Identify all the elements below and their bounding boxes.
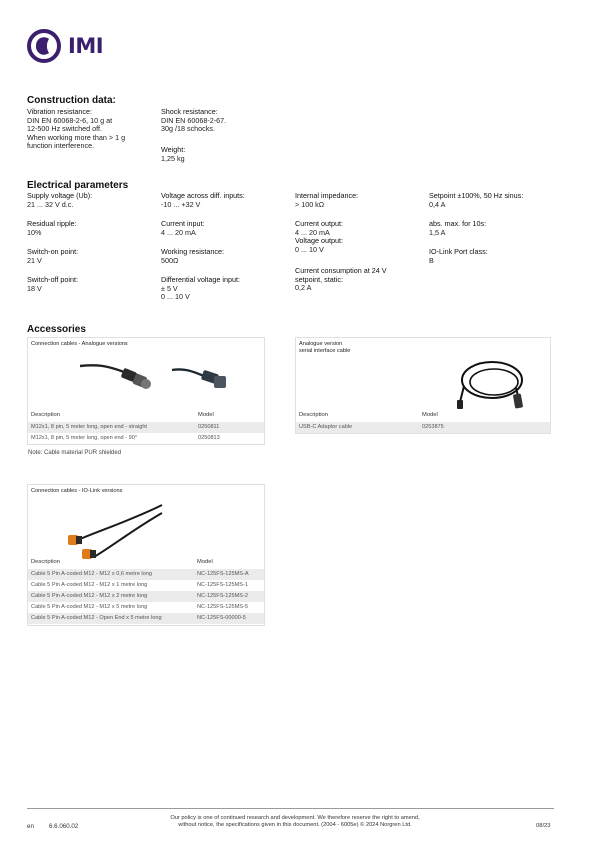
switch-off-value: 18 V (27, 283, 42, 293)
row-desc: USB-C Adaptor cable (299, 424, 353, 430)
switch-off-block (27, 276, 157, 293)
switch-on-label: Switch-on point: (27, 247, 79, 256)
shock-label: Shock resistance: (161, 107, 218, 116)
iolink-panel-title: Connection cables - IO-Link versions (31, 488, 123, 494)
voltage-diff-label: Voltage across diff. inputs: (161, 191, 245, 200)
vibration-line: function interference. (27, 141, 95, 151)
usb-panel-title: Analogue version (299, 341, 343, 347)
iolink-class-value: B (429, 255, 434, 265)
footer-policy-line: Our policy is one of continued research and development. We therefore reserve the right to amend, (170, 815, 420, 821)
switch-on-value: 21 V (27, 255, 42, 265)
straight-cable-image (78, 360, 158, 392)
voltage-output-value: 0 ... 10 V (295, 244, 324, 254)
consumption-block (295, 267, 425, 293)
analogue-cables-panel (27, 337, 265, 445)
supply-value: 21 ... 32 V d.c. (27, 199, 74, 209)
table-row (28, 591, 264, 602)
vibration-line: 12-500 Hz switched off. (27, 124, 102, 134)
diff-voltage-block (161, 276, 293, 302)
switch-off-label: Switch-off point: (27, 275, 79, 284)
row-desc: Cable 5 Pin A-coded M12 - M12 x 5 metre long (31, 604, 148, 610)
current-input-label: Current input: (161, 219, 205, 228)
analogue-panel-title: Connection cables - Analogue versions (31, 341, 128, 347)
row-desc: Cable 5 Pin A-coded M12 - M12 x 2 metre long (31, 593, 148, 599)
cable-material-note: Note: Cable material PUR shielded (28, 450, 122, 456)
current-input-block (161, 220, 293, 237)
footer-policy-line: without notice, the specifications given in this document. (2004 - 6005e) © 2024 Norgren Ltd. (178, 822, 412, 829)
current-input-value: 4 ... 20 mA (161, 227, 196, 237)
row-desc: Cable 5 Pin A-coded M12 - M12 x 1 metre long (31, 582, 148, 588)
row-model: 0250811 (198, 424, 220, 430)
row-model: 0253875 (422, 424, 444, 430)
voltage-output-label: Voltage output: (295, 236, 343, 246)
working-res-block (161, 248, 293, 265)
row-model: NC-125FS-00000-5 (197, 615, 246, 621)
vibration-block (27, 108, 157, 151)
impedance-label: Internal impedance: (295, 191, 359, 200)
working-res-value: 500Ω (161, 255, 179, 265)
row-model: 0250813 (198, 435, 220, 441)
iolink-class-label: IO-Link Port class: (429, 247, 488, 256)
imi-logo-mark-icon (27, 29, 63, 63)
absmax-block (429, 220, 569, 237)
accessories-heading: Accessories (27, 324, 86, 335)
iolink-col-model: Model (197, 559, 213, 565)
row-model: NC-125FS-125MS-5 (197, 604, 248, 610)
table-row (28, 433, 264, 444)
angled-cable-image (170, 364, 234, 390)
weight-block (161, 146, 291, 163)
iolink-cables-panel (27, 484, 265, 626)
diff-voltage-value: 0 ... 10 V (161, 292, 190, 302)
iolink-cable-image (64, 499, 164, 559)
table-row (28, 580, 264, 591)
diff-voltage-value: ± 5 V (161, 283, 178, 293)
electrical-heading: Electrical parameters (27, 180, 129, 191)
setpoint-value: 0,4 A (429, 199, 446, 209)
supply-label: Supply voltage (Ub): (27, 191, 93, 200)
ripple-value: 10% (27, 227, 42, 237)
setpoint-block (429, 192, 569, 209)
impedance-value: > 100 kΩ (295, 199, 325, 209)
current-output-block (295, 220, 425, 254)
ripple-block (27, 220, 157, 237)
vibration-line: When working more than > 1 g (27, 132, 126, 142)
table-row (28, 422, 264, 433)
voltage-diff-block (161, 192, 293, 209)
ripple-label: Residual ripple: (27, 219, 77, 228)
current-output-value: 4 ... 20 mA (295, 227, 330, 237)
footer-divider (27, 808, 554, 809)
usb-panel-subtitle: serial interface cable (299, 348, 351, 354)
row-desc: Cable 5 Pin A-coded M12 - M12 x 0,6 metre long (31, 571, 152, 577)
row-desc: M12x1, 8 pin, 5 meter long, open end - straight (31, 424, 147, 430)
voltage-diff-value: -10 ... +32 V (161, 199, 201, 209)
row-desc: Cable 5 Pin A-coded M12 - Open End x 5 metre long (31, 615, 162, 621)
row-desc: M12x1, 8 pin, 5 meter long, open end - 90° (31, 435, 138, 441)
construction-heading: Construction data: (27, 95, 116, 106)
logo-text: IMI (68, 34, 104, 58)
iolink-col-desc: Description (31, 559, 60, 565)
row-model: NC-125FS-125MS-2 (197, 593, 248, 599)
row-model: NC-125FS-125MS-A (197, 571, 249, 577)
usb-col-desc: Description (299, 412, 328, 418)
footer-policy (130, 815, 460, 830)
current-output-label: Current output: (295, 219, 343, 228)
table-row (28, 613, 264, 624)
shock-line: 30g /18 schocks. (161, 124, 215, 134)
weight-value: 1,25 kg (161, 153, 185, 163)
table-row (28, 569, 264, 580)
supply-block (27, 192, 157, 209)
analogue-col-model: Model (198, 412, 214, 418)
vibration-label: Vibration resistance: (27, 107, 92, 116)
shock-block (161, 108, 291, 134)
row-model: NC-125FS-125MS-1 (197, 582, 248, 588)
setpoint-label: Setpoint ±100%, 50 Hz sinus: (429, 191, 524, 200)
impedance-block (295, 192, 425, 209)
table-row (28, 602, 264, 613)
footer-date: 08/23 (536, 823, 551, 829)
footer-doc-number: 6.6.060.02 (49, 823, 79, 830)
consumption-label: Current consumption at 24 V (295, 266, 387, 275)
weight-label: Weight: (161, 145, 186, 154)
iolink-class-block (429, 248, 569, 265)
absmax-value: 1,5 A (429, 227, 446, 237)
consumption-value: 0,2 A (295, 283, 312, 293)
table-row (296, 422, 550, 433)
usb-cable-panel (295, 337, 551, 434)
usb-col-model: Model (422, 412, 438, 418)
shock-line: DIN EN 60068-2-67. (161, 115, 227, 125)
imi-logo (27, 29, 103, 63)
working-res-label: Working resistance: (161, 247, 224, 256)
diff-voltage-label: Differential voltage input: (161, 275, 240, 284)
vibration-line: DIN EN 60068-2-6, 10 g at (27, 115, 113, 125)
consumption-label: setpoint, static: (295, 274, 343, 284)
absmax-label: abs. max. for 10s: (429, 219, 487, 228)
switch-on-block (27, 248, 157, 265)
analogue-col-desc: Description (31, 412, 60, 418)
usb-cable-image (452, 354, 528, 412)
footer-lang: en (27, 823, 34, 830)
